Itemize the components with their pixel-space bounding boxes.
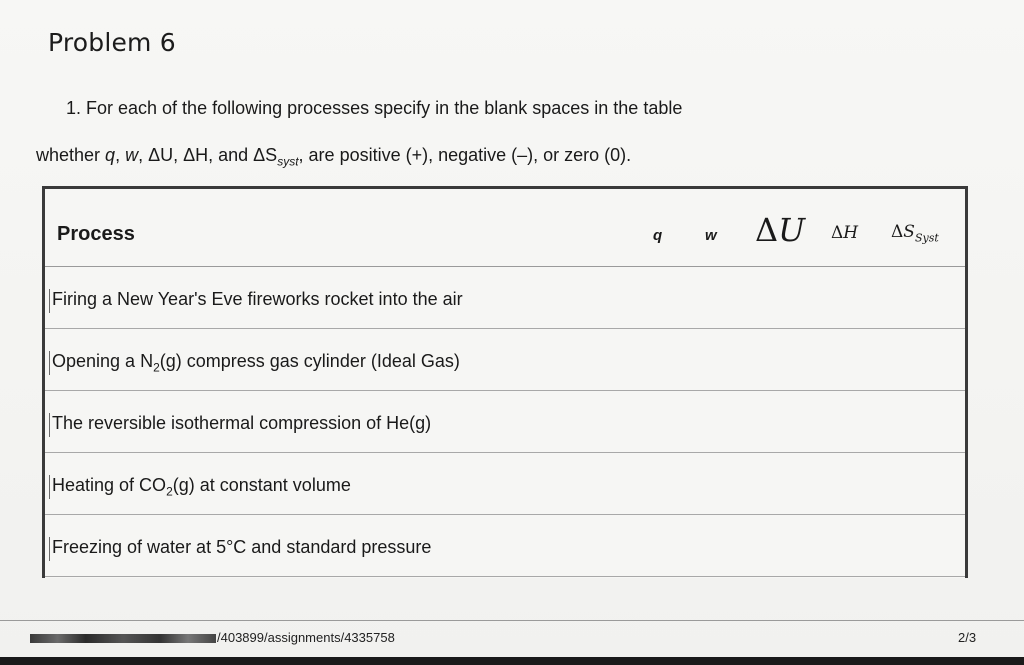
header-delta-h: ΔH <box>831 223 859 243</box>
page-number: 2/3 <box>958 630 977 645</box>
process-cell: Freezing of water at 5°C and standard pressure <box>49 537 431 561</box>
problem-title: Problem 6 <box>48 28 176 57</box>
footer-url: /403899/assignments/4335758 <box>30 630 395 645</box>
instruction-sep: , <box>115 145 126 165</box>
instruction-line-2 <box>36 145 631 169</box>
instruction-line-1: 1. For each of the following processes specify in the blank spaces in the table <box>66 98 683 118</box>
table-row <box>45 391 965 453</box>
table-row <box>45 329 965 391</box>
instruction-vars: , ΔU, ΔH, and ΔS <box>138 145 278 165</box>
header-delta-u: ΔU <box>755 211 806 249</box>
header-w: w <box>705 227 717 244</box>
syst-subscript: syst <box>277 154 299 169</box>
process-cell: The reversible isothermal compression of He(g) <box>49 413 431 437</box>
footer-divider <box>0 620 1024 621</box>
process-cell: Firing a New Year's Eve fireworks rocket into the air <box>49 289 463 313</box>
table-header-row <box>45 189 965 267</box>
table-row <box>45 267 965 329</box>
bottom-edge-bar <box>0 657 1024 665</box>
redacted-url-segment <box>30 634 216 643</box>
var-w: w <box>125 145 139 165</box>
table-row <box>45 453 965 515</box>
process-cell: Heating of $CO_2(g)$ at constant volume <box>49 475 351 499</box>
header-delta-s-syst: $\Delta S_{Syst}$ <box>891 222 939 245</box>
instruction-text: whether <box>36 145 106 165</box>
var-q: q <box>105 145 116 165</box>
instruction-suffix: , are positive (+), negative (–), or zero (0). <box>298 145 632 165</box>
header-process: Process <box>57 223 135 245</box>
process-cell: Opening a $N_2(g)$ compress gas cylinder (Ideal Gas) <box>49 351 460 375</box>
table-row <box>45 515 965 577</box>
process-table <box>42 186 968 578</box>
header-q: q <box>653 227 663 244</box>
